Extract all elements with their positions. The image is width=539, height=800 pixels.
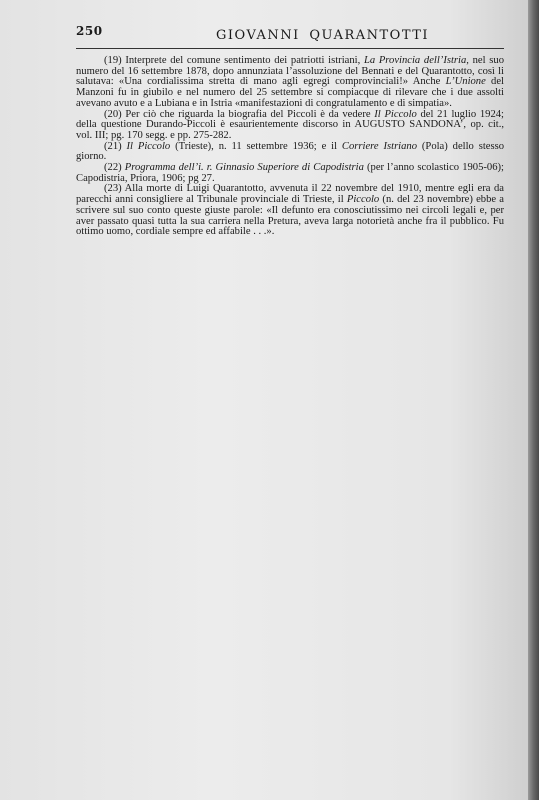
note-segment: del 21 luglio 1924; della questione Durando-Piccoli è esaurientemente discorso in AUGUSTO SANDONA’, op. cit., vol. III; pg. 170 segg. e pp. 275-282.	[76, 108, 504, 141]
note-segment: del Manzoni fu in giubilo e nel numero del 25 settembre si compiacque di rilevare che i due assolti avevano avuto e a Lubiana e in Istria «manifestazioni di congratulamento e di simpatia».	[76, 76, 505, 109]
note-segment: (Trieste), n. 11 settembre 1936; e il	[170, 140, 342, 152]
footnote-22	[76, 163, 504, 184]
note-segment: (20) Per ciò che riguarda la biografia del Piccoli è da vedere	[104, 108, 375, 120]
note-segment-italic: L’Unione	[445, 76, 486, 88]
footnote-20	[76, 110, 504, 142]
footnotes	[76, 56, 504, 238]
footnote-21	[76, 142, 504, 163]
note-segment: nel suo numero del 16 settembre 1878, dopo annunziata l’assoluzione del Bennati e del Quarantotto, così li salutava: «Una cordialissima stretta di mano agli egregi comprovinciali!» Anche	[76, 55, 504, 88]
note-segment-italic: Il Piccolo	[126, 140, 171, 152]
header-rule	[76, 48, 504, 49]
note-segment: (23) Alla morte di Luigi Quarantotto, avvenuta il 22 novembre del 1910, mentre egli era da parecchi anni consigliere al Tribunale provinciale di Trieste, il	[76, 183, 504, 206]
footnote-23	[76, 184, 504, 238]
running-title: GIOVANNI QUARANTOTTI	[216, 28, 430, 43]
note-segment-italic: Il Piccolo	[374, 108, 417, 120]
note-segment: (per l’anno scolastico 1905-06); Capodistria, Priora, 1906; pg 27.	[76, 162, 504, 184]
note-segment-italic: Corriere Istriano	[341, 140, 418, 152]
note-segment: (n. del 23 novembre) ebbe a scrivere sul suo conto queste giuste parole: «Il defunto era conosciutissimo nei circoli legali e, per aver passato quasi tutta la sua carriera nella Pretura, aveva larga notorietà anche fra il pubblico. Fu ottimo uomo, cordiale sempre ed affabile . . .».	[76, 194, 504, 238]
note-segment-italic: La Provincia dell’Istria,	[363, 55, 469, 66]
note-segment: (Pola) dello stesso giorno.	[76, 140, 505, 163]
note-segment-italic: Piccolo	[346, 194, 380, 206]
note-segment: (21)	[104, 140, 127, 152]
note-segment-italic: Programma dell’i. r. Ginnasio Superiore di Capodistria	[124, 162, 364, 174]
footnote-19	[76, 56, 504, 110]
note-segment: (22)	[104, 162, 125, 174]
page-header	[76, 24, 504, 46]
page-number: 250	[76, 24, 103, 38]
page-gutter-shadow	[528, 0, 539, 800]
note-segment: (19) Interprete del comune sentimento dei patriotti istriani,	[104, 55, 364, 66]
